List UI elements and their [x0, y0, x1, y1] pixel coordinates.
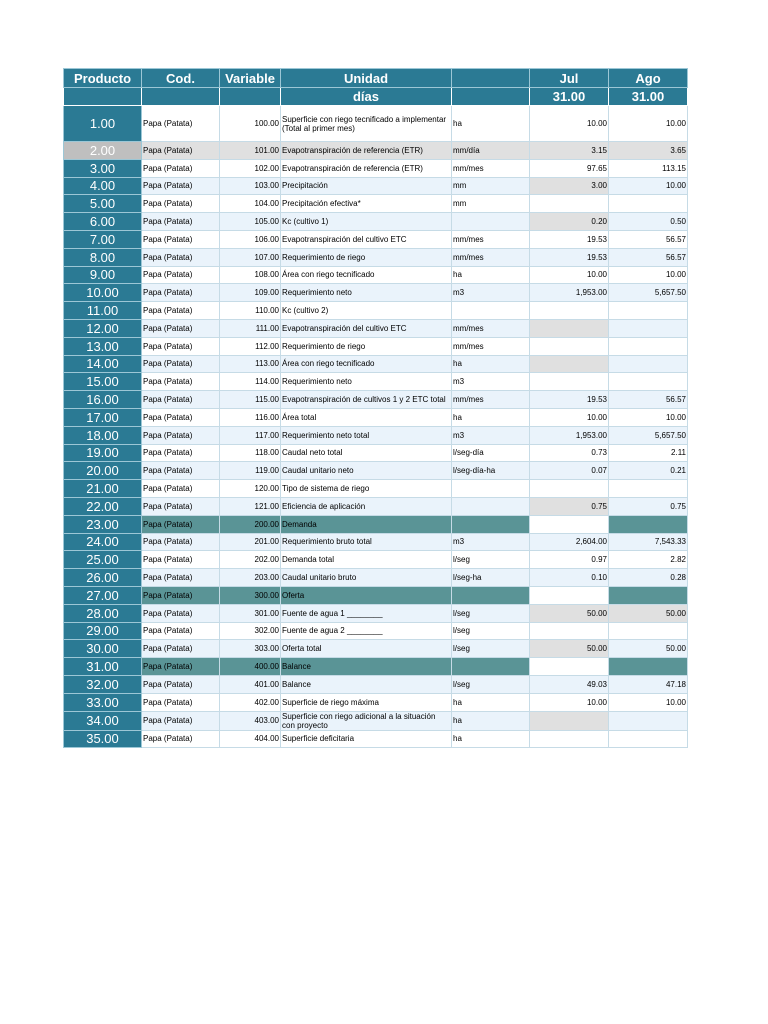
table-row	[64, 248, 688, 266]
header-jul[interactable]: Jul	[530, 69, 609, 88]
code-cell[interactable]: 106.00	[220, 230, 281, 248]
jul-value-cell[interactable]	[530, 302, 609, 320]
row-number-cell[interactable]: 5.00	[64, 195, 142, 213]
product-cell[interactable]: Papa (Patata)	[142, 266, 220, 284]
product-cell[interactable]: Papa (Patata)	[142, 213, 220, 231]
product-cell[interactable]: Papa (Patata)	[142, 480, 220, 498]
variable-cell[interactable]: Evapotranspiración del cultivo ETC	[281, 319, 452, 337]
variable-cell[interactable]: Precipitación	[281, 177, 452, 195]
code-cell[interactable]: 201.00	[220, 533, 281, 551]
variable-cell[interactable]: Evapotranspiración de cultivos 1 y 2 ETC total	[281, 391, 452, 409]
row-number-cell[interactable]: 33.00	[64, 693, 142, 711]
product-cell[interactable]: Papa (Patata)	[142, 355, 220, 373]
ago-value-cell[interactable]	[609, 586, 688, 604]
ago-value-cell[interactable]	[609, 711, 688, 730]
table-row	[64, 711, 688, 730]
product-cell[interactable]: Papa (Patata)	[142, 177, 220, 195]
row-number-cell[interactable]: 4.00	[64, 177, 142, 195]
row-number-cell[interactable]: 23.00	[64, 515, 142, 533]
table-row	[64, 693, 688, 711]
row-number-cell[interactable]: 20.00	[64, 462, 142, 480]
ago-value-cell[interactable]: 5,657.50	[609, 426, 688, 444]
variable-cell[interactable]: Demanda total	[281, 551, 452, 569]
jul-value-cell[interactable]	[530, 319, 609, 337]
table-row	[64, 426, 688, 444]
table-row	[64, 230, 688, 248]
code-cell[interactable]: 118.00	[220, 444, 281, 462]
table-row	[64, 319, 688, 337]
row-number-cell[interactable]: 24.00	[64, 533, 142, 551]
jul-value-cell[interactable]	[530, 711, 609, 730]
product-cell[interactable]: Papa (Patata)	[142, 106, 220, 142]
ago-value-cell[interactable]	[609, 480, 688, 498]
ago-value-cell[interactable]: 0.28	[609, 569, 688, 587]
code-cell[interactable]: 203.00	[220, 569, 281, 587]
row-number-cell[interactable]: 31.00	[64, 658, 142, 676]
product-cell[interactable]: Papa (Patata)	[142, 622, 220, 640]
variable-cell[interactable]: Caudal unitario neto	[281, 462, 452, 480]
row-number-cell[interactable]: 13.00	[64, 337, 142, 355]
unit-cell[interactable]: l/seg	[452, 675, 530, 693]
jul-value-cell[interactable]	[530, 337, 609, 355]
variable-cell[interactable]: Oferta total	[281, 640, 452, 658]
row-number-cell[interactable]: 26.00	[64, 569, 142, 587]
product-cell[interactable]: Papa (Patata)	[142, 426, 220, 444]
unit-cell[interactable]: l/seg-día	[452, 444, 530, 462]
table-row	[64, 444, 688, 462]
header-ago[interactable]: Ago	[609, 69, 688, 88]
table-row	[64, 497, 688, 515]
product-cell[interactable]: Papa (Patata)	[142, 730, 220, 748]
ago-value-cell[interactable]	[609, 195, 688, 213]
units-jul[interactable]: 31.00	[530, 88, 609, 106]
unit-cell[interactable]: l/seg-día-ha	[452, 462, 530, 480]
unit-cell[interactable]	[452, 658, 530, 676]
unit-cell[interactable]: mm/mes	[452, 319, 530, 337]
unit-cell[interactable]	[452, 497, 530, 515]
variable-cell[interactable]: Kc (cultivo 1)	[281, 213, 452, 231]
code-cell[interactable]: 102.00	[220, 159, 281, 177]
unit-cell[interactable]: m3	[452, 426, 530, 444]
ago-value-cell[interactable]: 0.21	[609, 462, 688, 480]
jul-value-cell[interactable]	[530, 658, 609, 676]
code-cell[interactable]: 101.00	[220, 142, 281, 160]
code-cell[interactable]: 116.00	[220, 408, 281, 426]
row-number-cell[interactable]: 30.00	[64, 640, 142, 658]
variable-cell[interactable]: Caudal unitario bruto	[281, 569, 452, 587]
jul-value-cell[interactable]: 10.00	[530, 408, 609, 426]
unit-cell[interactable]: ha	[452, 266, 530, 284]
variable-cell[interactable]: Requerimiento de riego	[281, 337, 452, 355]
product-cell[interactable]: Papa (Patata)	[142, 551, 220, 569]
row-number-cell[interactable]: 34.00	[64, 711, 142, 730]
code-cell[interactable]: 103.00	[220, 177, 281, 195]
product-cell[interactable]: Papa (Patata)	[142, 248, 220, 266]
header-unidad[interactable]: Unidad	[281, 69, 452, 88]
jul-value-cell[interactable]: 0.20	[530, 213, 609, 231]
product-cell[interactable]: Papa (Patata)	[142, 391, 220, 409]
code-cell[interactable]: 119.00	[220, 462, 281, 480]
product-cell[interactable]: Papa (Patata)	[142, 658, 220, 676]
ago-value-cell[interactable]: 0.50	[609, 213, 688, 231]
ago-value-cell[interactable]: 3.65	[609, 142, 688, 160]
product-cell[interactable]: Papa (Patata)	[142, 604, 220, 622]
row-number-cell[interactable]: 7.00	[64, 230, 142, 248]
ago-value-cell[interactable]: 0.75	[609, 497, 688, 515]
code-cell[interactable]: 300.00	[220, 586, 281, 604]
table-row	[64, 355, 688, 373]
product-cell[interactable]: Papa (Patata)	[142, 711, 220, 730]
product-cell[interactable]: Papa (Patata)	[142, 586, 220, 604]
variable-cell[interactable]: Requerimiento neto	[281, 284, 452, 302]
ago-value-cell[interactable]: 47.18	[609, 675, 688, 693]
table-row	[64, 533, 688, 551]
code-cell[interactable]: 108.00	[220, 266, 281, 284]
jul-value-cell[interactable]: 50.00	[530, 640, 609, 658]
jul-value-cell[interactable]	[530, 622, 609, 640]
unit-cell[interactable]: mm/mes	[452, 391, 530, 409]
variable-cell[interactable]: Área total	[281, 408, 452, 426]
jul-value-cell[interactable]: 97.65	[530, 159, 609, 177]
unit-cell[interactable]: mm/mes	[452, 230, 530, 248]
code-cell[interactable]: 302.00	[220, 622, 281, 640]
ago-value-cell[interactable]: 10.00	[609, 693, 688, 711]
unit-cell[interactable]: ha	[452, 693, 530, 711]
unit-cell[interactable]: mm/mes	[452, 248, 530, 266]
unit-cell[interactable]: l/seg	[452, 604, 530, 622]
variable-cell[interactable]: Área con riego tecnificado	[281, 355, 452, 373]
jul-value-cell[interactable]: 3.00	[530, 177, 609, 195]
table-row	[64, 658, 688, 676]
ago-value-cell[interactable]	[609, 373, 688, 391]
jul-value-cell[interactable]	[530, 586, 609, 604]
product-cell[interactable]: Papa (Patata)	[142, 444, 220, 462]
unit-cell[interactable]: ha	[452, 711, 530, 730]
jul-value-cell[interactable]: 0.07	[530, 462, 609, 480]
product-cell[interactable]: Papa (Patata)	[142, 533, 220, 551]
variable-cell[interactable]: Superficie con riego tecnificado a implementar (Total al primer mes)	[281, 106, 452, 142]
jul-value-cell[interactable]: 2,604.00	[530, 533, 609, 551]
unit-cell[interactable]: l/seg	[452, 640, 530, 658]
table-row	[64, 515, 688, 533]
row-number-cell[interactable]: 19.00	[64, 444, 142, 462]
row-number-cell[interactable]: 1.00	[64, 106, 142, 142]
variable-cell[interactable]: Superficie con riego adicional a la situación con proyecto	[281, 711, 452, 730]
row-number-cell[interactable]: 28.00	[64, 604, 142, 622]
table-row	[64, 408, 688, 426]
code-cell[interactable]: 303.00	[220, 640, 281, 658]
row-number-cell[interactable]: 8.00	[64, 248, 142, 266]
row-number-cell[interactable]: 21.00	[64, 480, 142, 498]
ago-value-cell[interactable]: 5,657.50	[609, 284, 688, 302]
row-number-cell[interactable]: 15.00	[64, 373, 142, 391]
code-cell[interactable]: 301.00	[220, 604, 281, 622]
variable-cell[interactable]: Precipitación efectiva*	[281, 195, 452, 213]
code-cell[interactable]: 400.00	[220, 658, 281, 676]
product-cell[interactable]: Papa (Patata)	[142, 284, 220, 302]
unit-cell[interactable]: mm	[452, 177, 530, 195]
row-number-cell[interactable]: 12.00	[64, 319, 142, 337]
unit-cell[interactable]	[452, 480, 530, 498]
ago-value-cell[interactable]: 10.00	[609, 177, 688, 195]
table-row	[64, 604, 688, 622]
ago-value-cell[interactable]	[609, 355, 688, 373]
unit-cell[interactable]: l/seg	[452, 622, 530, 640]
row-number-cell[interactable]: 9.00	[64, 266, 142, 284]
jul-value-cell[interactable]: 3.15	[530, 142, 609, 160]
variable-cell[interactable]: Evapotranspiración de referencia (ETR)	[281, 159, 452, 177]
product-cell[interactable]: Papa (Patata)	[142, 408, 220, 426]
jul-value-cell[interactable]: 10.00	[530, 106, 609, 142]
header-blank[interactable]	[452, 69, 530, 88]
variable-cell[interactable]: Requerimiento de riego	[281, 248, 452, 266]
product-cell[interactable]: Papa (Patata)	[142, 497, 220, 515]
header-variable[interactable]: Variable	[220, 69, 281, 88]
row-number-cell[interactable]: 11.00	[64, 302, 142, 320]
table-row	[64, 462, 688, 480]
table-row	[64, 284, 688, 302]
jul-value-cell[interactable]: 1,953.00	[530, 426, 609, 444]
unit-cell[interactable]: mm/mes	[452, 159, 530, 177]
unit-cell[interactable]: mm	[452, 195, 530, 213]
ago-value-cell[interactable]: 2.11	[609, 444, 688, 462]
variable-cell[interactable]: Superficie de riego máxima	[281, 693, 452, 711]
unit-cell[interactable]: mm/mes	[452, 337, 530, 355]
table-row	[64, 337, 688, 355]
variable-cell[interactable]: Balance	[281, 675, 452, 693]
row-number-cell[interactable]: 14.00	[64, 355, 142, 373]
unit-cell[interactable]: ha	[452, 730, 530, 748]
ago-value-cell[interactable]	[609, 337, 688, 355]
units-row	[64, 88, 688, 106]
ago-value-cell[interactable]: 10.00	[609, 408, 688, 426]
row-number-cell[interactable]: 6.00	[64, 213, 142, 231]
product-cell[interactable]: Papa (Patata)	[142, 515, 220, 533]
table-row	[64, 730, 688, 748]
variable-cell[interactable]: Balance	[281, 658, 452, 676]
variable-cell[interactable]: Caudal neto total	[281, 444, 452, 462]
table-row	[64, 195, 688, 213]
jul-value-cell[interactable]	[530, 515, 609, 533]
unit-cell[interactable]: m3	[452, 533, 530, 551]
ago-value-cell[interactable]: 10.00	[609, 266, 688, 284]
ago-value-cell[interactable]: 56.57	[609, 248, 688, 266]
ago-value-cell[interactable]: 56.57	[609, 391, 688, 409]
code-cell[interactable]: 113.00	[220, 355, 281, 373]
header-producto[interactable]: Producto	[64, 69, 142, 88]
jul-value-cell[interactable]: 50.00	[530, 604, 609, 622]
row-number-cell[interactable]: 16.00	[64, 391, 142, 409]
ago-value-cell[interactable]	[609, 658, 688, 676]
unit-cell[interactable]: l/seg	[452, 551, 530, 569]
ago-value-cell[interactable]	[609, 515, 688, 533]
ago-value-cell[interactable]: 7,543.33	[609, 533, 688, 551]
unit-cell[interactable]: mm/día	[452, 142, 530, 160]
table-row	[64, 480, 688, 498]
ago-value-cell[interactable]	[609, 302, 688, 320]
code-cell[interactable]: 404.00	[220, 730, 281, 748]
table-row	[64, 586, 688, 604]
code-cell[interactable]: 117.00	[220, 426, 281, 444]
product-cell[interactable]: Papa (Patata)	[142, 569, 220, 587]
product-cell[interactable]: Papa (Patata)	[142, 230, 220, 248]
variable-cell[interactable]: Superficie deficitaria	[281, 730, 452, 748]
code-cell[interactable]: 111.00	[220, 319, 281, 337]
ago-value-cell[interactable]: 113.15	[609, 159, 688, 177]
table-row	[64, 142, 688, 160]
variable-cell[interactable]: Requerimiento neto	[281, 373, 452, 391]
row-number-cell[interactable]: 10.00	[64, 284, 142, 302]
row-number-cell[interactable]: 29.00	[64, 622, 142, 640]
variable-cell[interactable]: Fuente de agua 2 ________	[281, 622, 452, 640]
table-row	[64, 551, 688, 569]
jul-value-cell[interactable]	[530, 480, 609, 498]
row-number-cell[interactable]: 2.00	[64, 142, 142, 160]
product-cell[interactable]: Papa (Patata)	[142, 302, 220, 320]
row-number-cell[interactable]: 27.00	[64, 586, 142, 604]
code-cell[interactable]: 121.00	[220, 497, 281, 515]
jul-value-cell[interactable]	[530, 730, 609, 748]
variable-cell[interactable]: Oferta	[281, 586, 452, 604]
ago-value-cell[interactable]	[609, 319, 688, 337]
jul-value-cell[interactable]: 10.00	[530, 266, 609, 284]
code-cell[interactable]: 115.00	[220, 391, 281, 409]
jul-value-cell[interactable]	[530, 195, 609, 213]
table-row	[64, 622, 688, 640]
unit-cell[interactable]	[452, 302, 530, 320]
units-dias[interactable]: días	[281, 88, 452, 106]
jul-value-cell[interactable]: 1,953.00	[530, 284, 609, 302]
variable-cell[interactable]: Fuente de agua 1 ________	[281, 604, 452, 622]
table-row	[64, 373, 688, 391]
table-row	[64, 106, 688, 142]
row-number-cell[interactable]: 22.00	[64, 497, 142, 515]
variable-cell[interactable]: Evapotranspiración de referencia (ETR)	[281, 142, 452, 160]
table-row	[64, 569, 688, 587]
row-number-cell[interactable]: 25.00	[64, 551, 142, 569]
code-cell[interactable]: 105.00	[220, 213, 281, 231]
code-cell[interactable]: 403.00	[220, 711, 281, 730]
units-cell	[142, 88, 220, 106]
code-cell[interactable]: 109.00	[220, 284, 281, 302]
product-cell[interactable]: Papa (Patata)	[142, 462, 220, 480]
variable-cell[interactable]: Requerimiento bruto total	[281, 533, 452, 551]
unit-cell[interactable]: ha	[452, 106, 530, 142]
jul-value-cell[interactable]	[530, 355, 609, 373]
ago-value-cell[interactable]: 50.00	[609, 604, 688, 622]
jul-value-cell[interactable]: 0.75	[530, 497, 609, 515]
product-cell[interactable]: Papa (Patata)	[142, 337, 220, 355]
variable-cell[interactable]: Eficiencia de aplicación	[281, 497, 452, 515]
code-cell[interactable]: 202.00	[220, 551, 281, 569]
table-row	[64, 266, 688, 284]
table-row	[64, 302, 688, 320]
jul-value-cell[interactable]: 19.53	[530, 248, 609, 266]
header-row	[64, 69, 688, 88]
code-cell[interactable]: 200.00	[220, 515, 281, 533]
table-row	[64, 159, 688, 177]
code-cell[interactable]: 401.00	[220, 675, 281, 693]
jul-value-cell[interactable]: 49.03	[530, 675, 609, 693]
ago-value-cell[interactable]	[609, 622, 688, 640]
row-number-cell[interactable]: 17.00	[64, 408, 142, 426]
table-row	[64, 675, 688, 693]
unit-cell[interactable]	[452, 213, 530, 231]
row-number-cell[interactable]: 35.00	[64, 730, 142, 748]
unit-cell[interactable]: l/seg-ha	[452, 569, 530, 587]
variable-cell[interactable]: Área con riego tecnificado	[281, 266, 452, 284]
product-cell[interactable]: Papa (Patata)	[142, 142, 220, 160]
header-cod[interactable]: Cod.	[142, 69, 220, 88]
unit-cell[interactable]: ha	[452, 408, 530, 426]
product-cell[interactable]: Papa (Patata)	[142, 373, 220, 391]
units-cell	[220, 88, 281, 106]
units-ago[interactable]: 31.00	[609, 88, 688, 106]
unit-cell[interactable]	[452, 586, 530, 604]
unit-cell[interactable]	[452, 515, 530, 533]
code-cell[interactable]: 107.00	[220, 248, 281, 266]
units-cell	[452, 88, 530, 106]
variable-cell[interactable]: Requerimiento neto total	[281, 426, 452, 444]
table-row	[64, 391, 688, 409]
variable-cell[interactable]: Demanda	[281, 515, 452, 533]
code-cell[interactable]: 114.00	[220, 373, 281, 391]
ago-value-cell[interactable]: 50.00	[609, 640, 688, 658]
product-cell[interactable]: Papa (Patata)	[142, 640, 220, 658]
spreadsheet-table	[63, 68, 688, 748]
variable-cell[interactable]: Evapotranspiración del cultivo ETC	[281, 230, 452, 248]
jul-value-cell[interactable]: 0.10	[530, 569, 609, 587]
jul-value-cell[interactable]: 19.53	[530, 391, 609, 409]
row-number-cell[interactable]: 3.00	[64, 159, 142, 177]
variable-cell[interactable]: Tipo de sistema de riego	[281, 480, 452, 498]
product-cell[interactable]: Papa (Patata)	[142, 159, 220, 177]
ago-value-cell[interactable]	[609, 730, 688, 748]
ago-value-cell[interactable]: 10.00	[609, 106, 688, 142]
code-cell[interactable]: 110.00	[220, 302, 281, 320]
table-row	[64, 177, 688, 195]
product-cell[interactable]: Papa (Patata)	[142, 195, 220, 213]
jul-value-cell[interactable]: 0.97	[530, 551, 609, 569]
product-cell[interactable]: Papa (Patata)	[142, 675, 220, 693]
row-number-cell[interactable]: 18.00	[64, 426, 142, 444]
row-number-cell[interactable]: 32.00	[64, 675, 142, 693]
code-cell[interactable]: 120.00	[220, 480, 281, 498]
code-cell[interactable]: 112.00	[220, 337, 281, 355]
unit-cell[interactable]: m3	[452, 284, 530, 302]
table-row	[64, 213, 688, 231]
code-cell[interactable]: 104.00	[220, 195, 281, 213]
product-cell[interactable]: Papa (Patata)	[142, 319, 220, 337]
variable-cell[interactable]: Kc (cultivo 2)	[281, 302, 452, 320]
code-cell[interactable]: 100.00	[220, 106, 281, 142]
jul-value-cell[interactable]: 0.73	[530, 444, 609, 462]
jul-value-cell[interactable]: 19.53	[530, 230, 609, 248]
unit-cell[interactable]: ha	[452, 355, 530, 373]
ago-value-cell[interactable]: 2.82	[609, 551, 688, 569]
ago-value-cell[interactable]: 56.57	[609, 230, 688, 248]
code-cell[interactable]: 402.00	[220, 693, 281, 711]
jul-value-cell[interactable]	[530, 373, 609, 391]
table-row	[64, 640, 688, 658]
unit-cell[interactable]: m3	[452, 373, 530, 391]
jul-value-cell[interactable]: 10.00	[530, 693, 609, 711]
units-cell	[64, 88, 142, 106]
product-cell[interactable]: Papa (Patata)	[142, 693, 220, 711]
